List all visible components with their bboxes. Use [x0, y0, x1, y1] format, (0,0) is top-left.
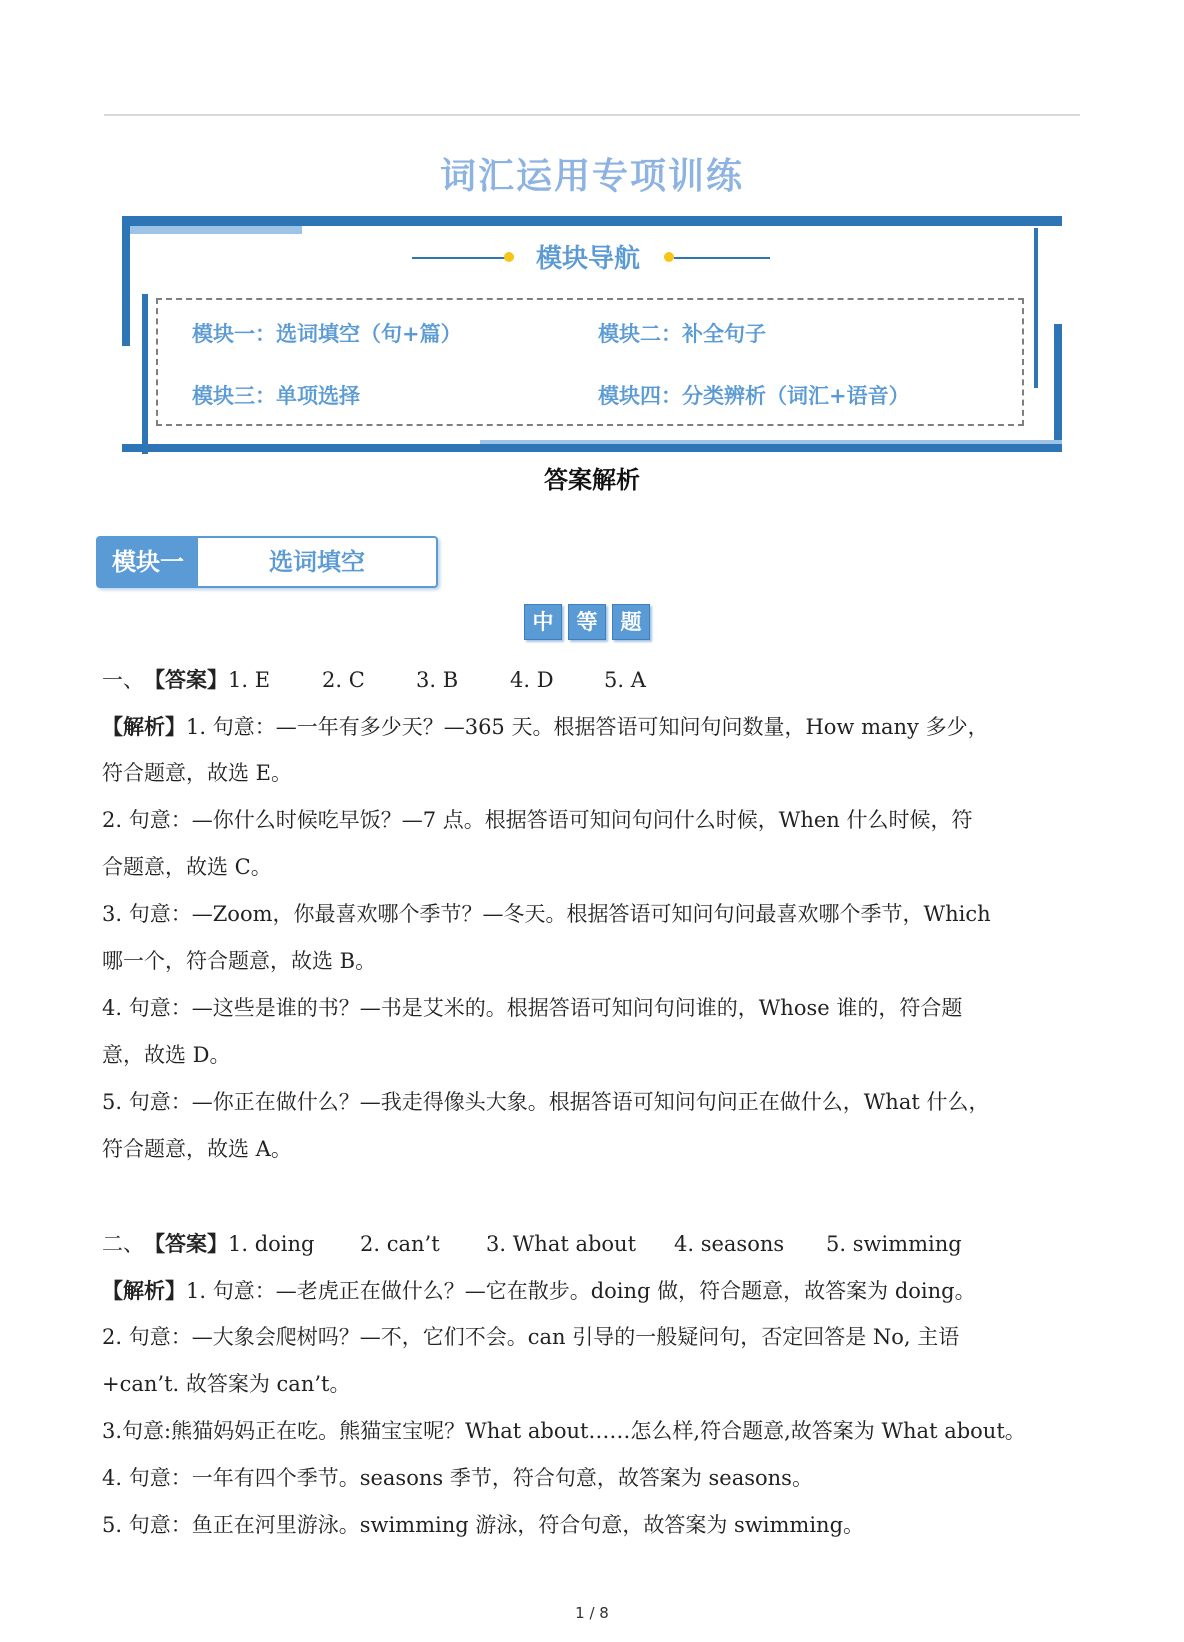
- banner-frame-bottom-accent: [480, 440, 1062, 444]
- module-navigation-banner: [120, 214, 1064, 454]
- document-title: 词汇运用专项训练: [439, 155, 744, 197]
- answer-item: 1. E: [228, 668, 271, 692]
- answer-item: 5. A: [604, 668, 646, 692]
- banner-frame-bottom: [122, 444, 1062, 452]
- nav-item-module-3[interactable]: 模块三：单项选择: [192, 383, 360, 408]
- module-tab: [96, 536, 438, 588]
- analysis-line: 合题意，故选 C。: [102, 855, 272, 879]
- section1-answer-row: [102, 656, 1092, 703]
- banner-frame-top-accent: [122, 226, 302, 234]
- answer-item: 4. D: [510, 668, 554, 692]
- section2-answer-row: [102, 1220, 1092, 1267]
- analysis-line: 3. 句意：—Zoom，你最喜欢哪个季节？—冬天。根据答语可知问句问最喜欢哪个季节，Which: [102, 902, 991, 926]
- answer-item: 3. What about: [486, 1232, 637, 1256]
- analysis-line: 5. 句意：鱼正在河里游泳。swimming 游泳，符合句意，故答案为 swimming。: [102, 1513, 865, 1537]
- module-tab-name: 选词填空: [269, 547, 365, 576]
- difficulty-badge: [524, 604, 650, 640]
- analysis-line: 符合题意，故选 E。: [102, 761, 293, 785]
- analysis-line: 符合题意，故选 A。: [102, 1137, 292, 1161]
- analysis-text: 1. 句意：—老虎正在做什么？—它在散步。doing 做，符合题意，故答案为 doing。: [186, 1279, 976, 1303]
- section-gap: [102, 1173, 1092, 1220]
- answer-content: [102, 656, 1092, 1549]
- answer-item: 5. swimming: [826, 1232, 962, 1256]
- analysis-line: 2. 句意：—大象会爬树吗？—不，它们不会。can 引导的一般疑问句，否定回答是 No, 主语: [102, 1325, 960, 1349]
- answer-tag: 【答案】: [144, 667, 228, 692]
- nav-item-module-2[interactable]: 模块二：补全句子: [598, 321, 766, 346]
- analysis-line: 意，故选 D。: [102, 1043, 231, 1067]
- banner-frame-left-accent: [142, 294, 148, 454]
- answer-item: 3. B: [416, 668, 459, 692]
- nav-item-module-4[interactable]: 模块四：分类辨析（词汇+语音）: [598, 383, 910, 408]
- analysis-tag: 【解析】: [102, 714, 186, 739]
- analysis-line: 4. 句意：—这些是谁的书？—书是艾米的。根据答语可知问句问谁的，Whose 谁的，符合题: [102, 996, 963, 1020]
- module-tab-label: 模块一: [98, 538, 198, 586]
- answer-item: 4. seasons: [674, 1232, 785, 1256]
- analysis-line: 3.句意:熊猫妈妈正在吃。熊猫宝宝呢？What about……怎么样,符合题意,故答案为 What about。: [102, 1419, 1026, 1443]
- analysis-line: +can’t. 故答案为 can’t。: [102, 1372, 351, 1396]
- nav-heading: 模块导航: [535, 244, 640, 274]
- page-number: 1 / 8: [575, 1604, 609, 1622]
- analysis-line: 哪一个，符合题意，故选 B。: [102, 949, 377, 973]
- decor-dot-right: [664, 252, 674, 262]
- answer-section-title: 答案解析: [544, 465, 640, 494]
- nav-items-box: [156, 298, 1024, 426]
- analysis-line: [102, 1267, 1092, 1314]
- answer-item: 2. C: [322, 668, 365, 692]
- banner-frame-right-accent: [1054, 324, 1062, 452]
- header-rule: [104, 114, 1080, 116]
- analysis-line: [102, 703, 1092, 750]
- answer-item: 2. can’t: [360, 1232, 440, 1256]
- decor-dot-left: [504, 252, 514, 262]
- difficulty-char: 中: [524, 604, 562, 640]
- difficulty-char: 题: [612, 604, 650, 640]
- section2-prefix: 二、: [102, 1232, 144, 1256]
- analysis-line: 2. 句意：—你什么时候吃早饭？—7 点。根据答语可知问句问什么时候，When 什么时候，符: [102, 808, 973, 832]
- analysis-line: 4. 句意：一年有四个季节。seasons 季节，符合句意，故答案为 seasons。: [102, 1466, 813, 1490]
- banner-frame-top: [122, 216, 1062, 226]
- section1-prefix: 一、: [102, 668, 144, 692]
- analysis-line: 5. 句意：—你正在做什么？—我走得像头大象。根据答语可知问句问正在做什么，What 什么，: [102, 1090, 990, 1114]
- analysis-text: 1. 句意：—一年有多少天？—365 天。根据答语可知问句问数量，How many 多少，: [186, 715, 989, 739]
- difficulty-char: 等: [568, 604, 606, 640]
- nav-item-module-1[interactable]: 模块一：选词填空（句+篇）: [192, 321, 462, 346]
- analysis-tag: 【解析】: [102, 1278, 186, 1303]
- answer-item: 1. doing: [228, 1232, 315, 1256]
- answer-tag: 【答案】: [144, 1231, 228, 1256]
- nav-heading-row: [120, 238, 1064, 278]
- decor-line-left: [412, 257, 508, 259]
- decor-line-right: [674, 257, 770, 259]
